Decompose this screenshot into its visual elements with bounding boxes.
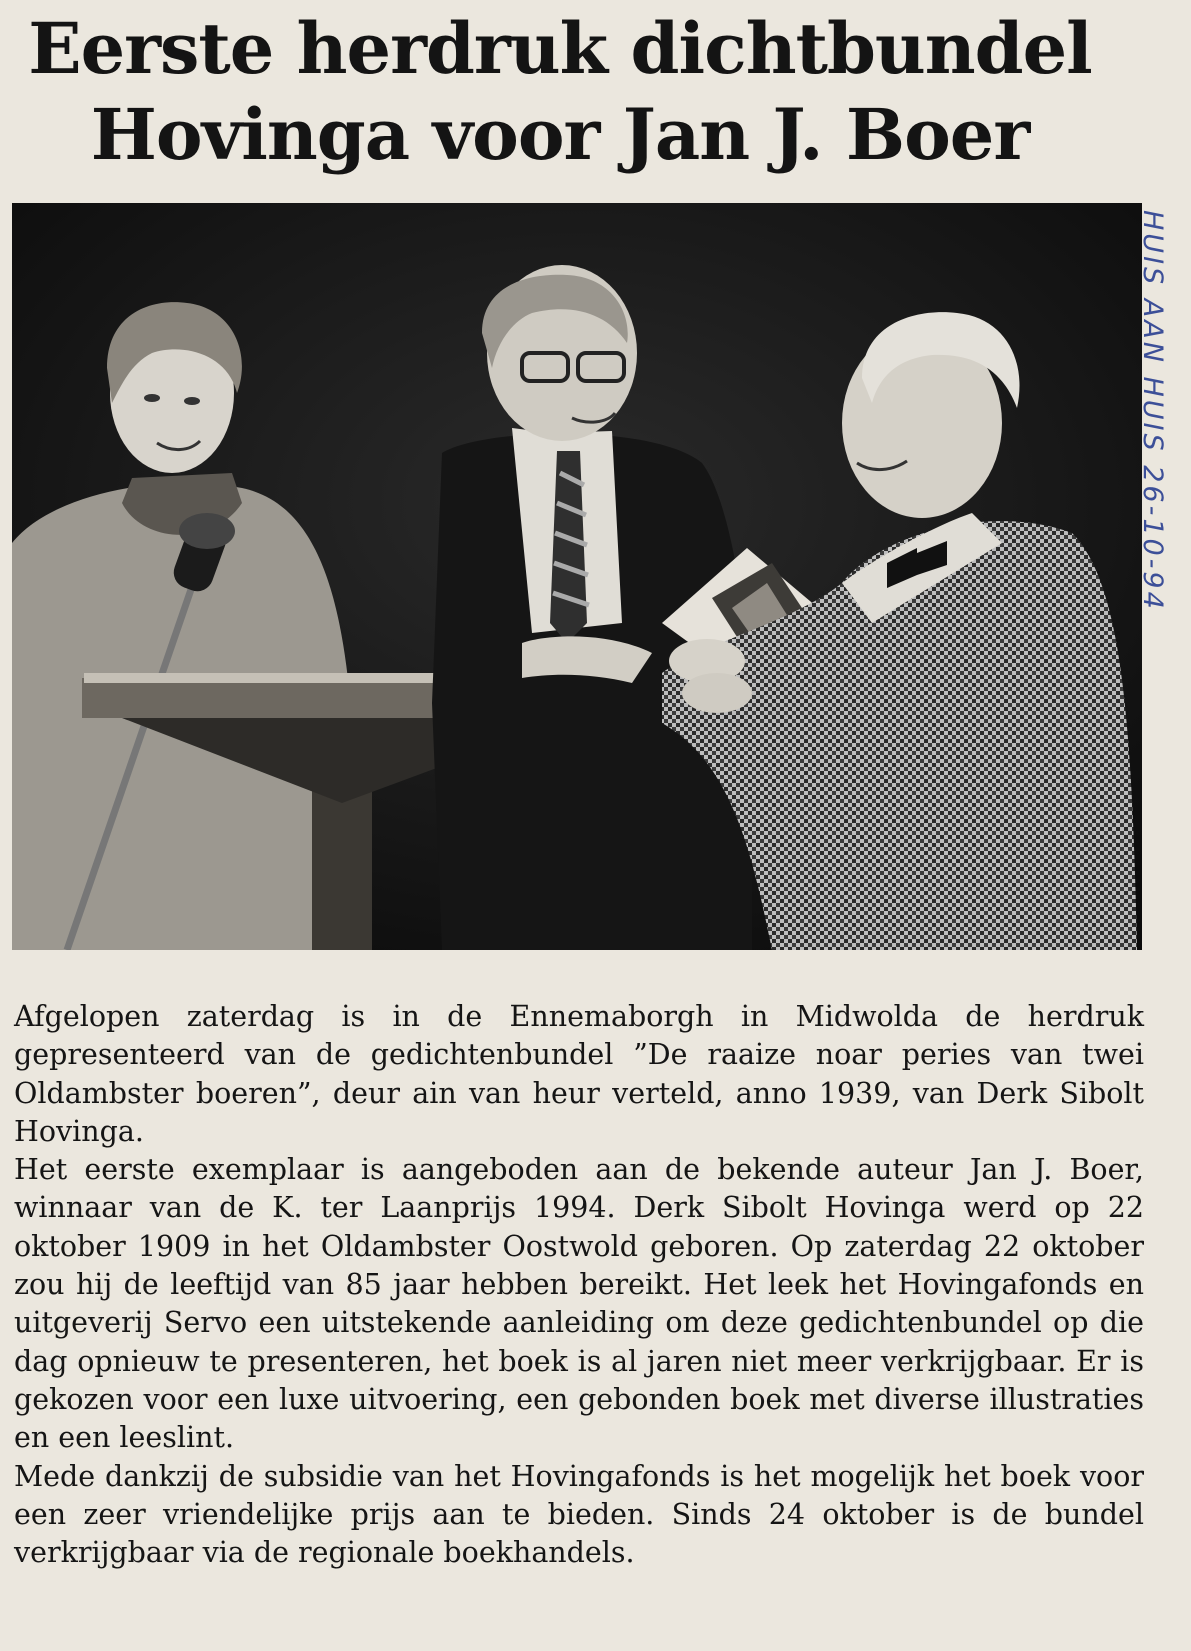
headline-line-1: Eerste herdruk dichtbundel — [28, 7, 1092, 90]
news-photo — [12, 203, 1142, 950]
photo-illustration — [12, 203, 1142, 950]
article-paragraph-1: Afgelopen zaterdag is in de Ennemaborgh in Midwolda de herdruk gepresenteerd van de gedichtenbundel ”De raaize noar peries van twei Oldambster boeren”, deur ain van heur verteld, anno 1939, van Derk Sibolt Hovinga. — [14, 1000, 1144, 1148]
headline-line-2: Hovinga voor Jan J. Boer — [90, 93, 1030, 176]
article-paragraph-2: Het eerste exemplaar is aangeboden aan de bekende auteur Jan J. Boer, winnaar van de K. ter Laanprijs 1994. Derk Sibolt Hovinga werd op 22 oktober 1909 in het Oldambster Oostwold geboren. Op zaterdag 22 oktober zou hij de leeftijd van 85 jaar hebben bereikt. Het leek het Hovingafonds en uitgeverij Servo een uitstekende aanleiding om deze gedichtenbundel op die dag opnieuw te presenteren, het boek is al jaren niet meer verkrijgbaar. Er is gekozen voor een luxe uitvoering, een gebonden boek met diverse illustraties en een leeslint. — [14, 1153, 1144, 1455]
article-paragraph-3: Mede dankzij de subsidie van het Hovingafonds is het mogelijk het boek voor een zeer vriendelijke prijs aan te bieden. Sinds 24 oktober is de bundel verkrijgbaar via de regionale boekhandels. — [14, 1459, 1144, 1570]
handwritten-date-note: HUIS AAN HUIS 26-10-94 — [1137, 210, 1168, 612]
article-body — [14, 998, 1144, 1572]
